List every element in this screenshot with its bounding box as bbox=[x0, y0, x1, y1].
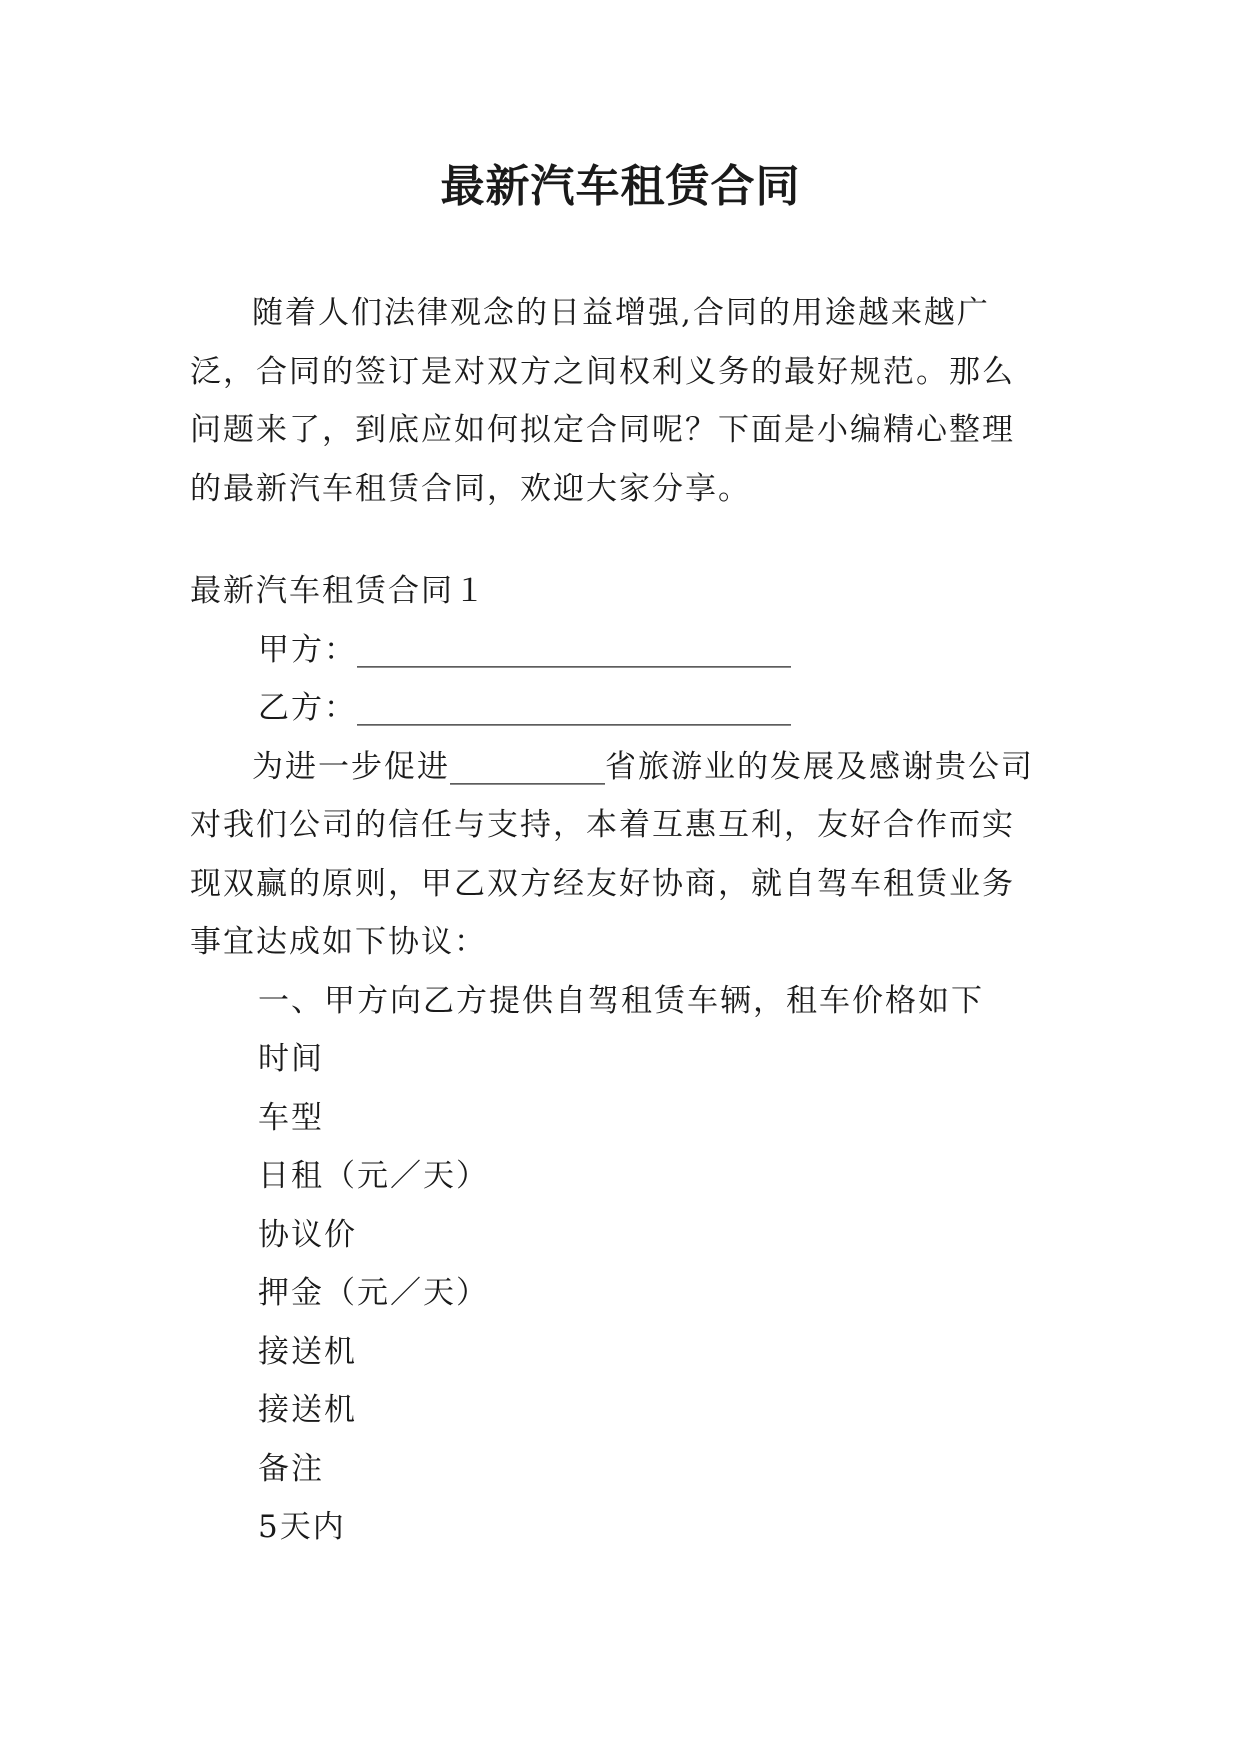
section-heading: 最新汽车租赁合同１ bbox=[190, 573, 487, 609]
party-a-blank: ____________________________ bbox=[357, 631, 791, 668]
document-title: 最新汽车租赁合同 bbox=[440, 161, 801, 212]
table-item: 协议价 bbox=[258, 1216, 357, 1253]
purpose-blank: __________ bbox=[450, 748, 605, 785]
party-b-line bbox=[190, 679, 1046, 738]
table-item: 备注 bbox=[258, 1450, 324, 1487]
table-item: 押金（元／天） bbox=[258, 1275, 489, 1311]
purpose-rest: 省旅游业的发展及感谢贵公司对我们公司的信任与支持，本着互惠互利，友好合作而实现双赢的原则，甲乙双方经友好协商，就自驾车租赁业务事宜达成如下协议： bbox=[190, 748, 1034, 960]
party-a-line bbox=[190, 621, 1046, 680]
document-body bbox=[190, 284, 1046, 1557]
party-a-label: 甲方： bbox=[258, 631, 357, 668]
table-item: 时间 bbox=[258, 1041, 324, 1077]
purpose-paragraph bbox=[190, 738, 1046, 972]
party-b-blank: ____________________________ bbox=[357, 690, 791, 726]
table-item: 5天内 bbox=[258, 1509, 346, 1545]
table-item: 日租（元／天） bbox=[258, 1158, 489, 1194]
table-item: 车型 bbox=[258, 1099, 324, 1136]
party-b-label: 乙方： bbox=[258, 690, 357, 726]
intro-paragraph: 随着人们法律观念的日益增强,合同的用途越来越广泛，合同的签订是对双方之间权利义务的最好规范。那么问题来了，到底应如何拟定合同呢？下面是小编精心整理的最新汽车租赁合同，欢迎大家分享。 bbox=[190, 295, 1015, 507]
purpose-prefix: 为进一步促进 bbox=[252, 748, 450, 785]
clause-1: 一、甲方向乙方提供自驾租赁车辆，租车价格如下 bbox=[258, 982, 984, 1019]
table-item: 接送机 bbox=[258, 1333, 357, 1370]
table-item: 接送机 bbox=[258, 1392, 357, 1428]
